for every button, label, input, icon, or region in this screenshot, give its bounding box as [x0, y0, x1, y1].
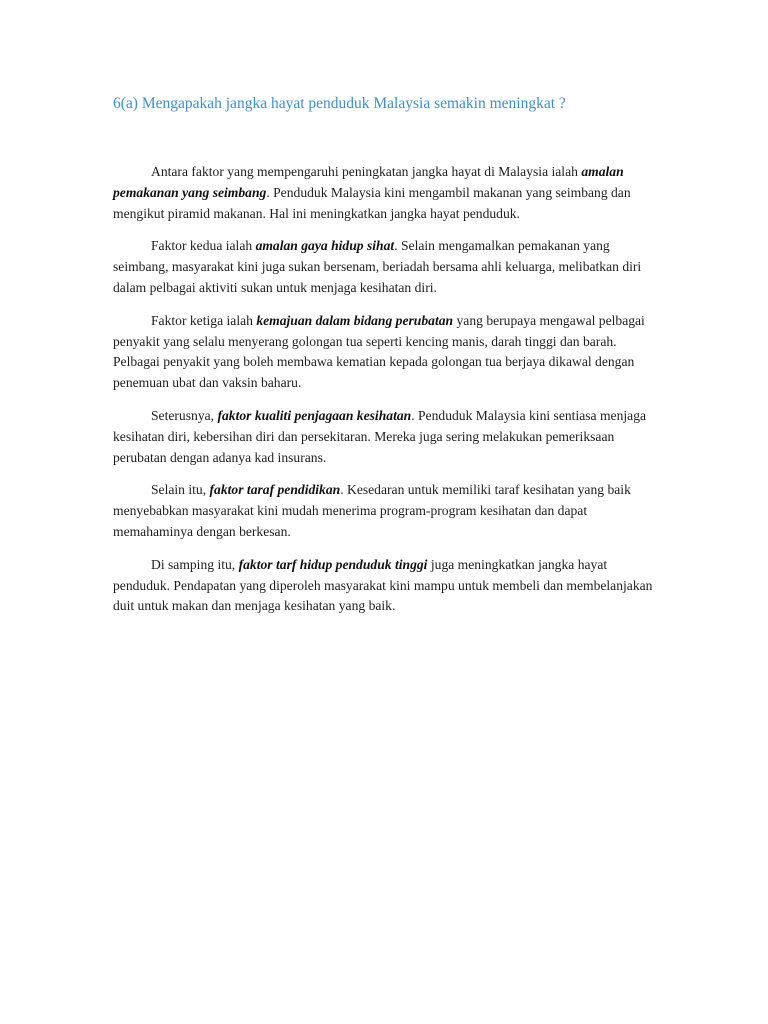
key-point: faktor kualiti penjagaan kesihatan: [217, 407, 412, 423]
paragraph-text: Antara faktor yang mempengaruhi peningkatan jangka hayat di Malaysia ialah: [151, 164, 582, 179]
answer-body: [113, 162, 661, 629]
paragraph-4: [113, 406, 661, 468]
paragraph-text: Seterusnya,: [151, 407, 218, 423]
paragraph-text: . Penduduk Malaysia kini mengambil makanan yang seimbang dan mengikut piramid makanan. Hal ini meningkatkan jangka hayat penduduk.: [113, 184, 631, 221]
paragraph-text: . Selain mengamalkan pemakanan yang seimbang, masyarakat kini juga sukan bersenam, beriadah bersama ahli keluarga, melibatkan diri dalam pelbagai aktiviti sukan untuk menjaga kesihatan diri.: [113, 238, 642, 295]
paragraph-text: Faktor ketiga ialah: [151, 312, 257, 328]
paragraph-3: [113, 311, 661, 394]
paragraph-2: [113, 236, 661, 298]
paragraph-text: Selain itu,: [151, 482, 210, 498]
key-point: amalan pemakanan yang seimbang: [113, 164, 624, 200]
paragraph-1: [113, 162, 661, 224]
key-point: faktor taraf pendidikan: [209, 482, 341, 498]
question-heading: 6(a) Mengapakah jangka hayat penduduk Malaysia semakin meningkat ?: [113, 95, 566, 112]
paragraph-text: juga meningkatkan jangka hayat penduduk. Pendapatan yang diperoleh masyarakat kini mampu untuk membeli dan membelanjakan duit untuk makan dan menjaga kesihatan yang baik.: [113, 556, 653, 614]
paragraph-text: . Kesedaran untuk memiliki taraf kesihatan yang baik menyebabkan masyarakat kini mudah menerima program-program kesihatan dan dapat memahaminya dengan berkesan.: [113, 482, 631, 539]
paragraph-text: Faktor kedua ialah: [151, 238, 256, 254]
paragraph-text: . Penduduk Malaysia kini sentiasa menjaga kesihatan diri, kebersihan diri dan persekitaran. Mereka juga sering melakukan pemeriksaan perubatan dengan adanya kad insurans.: [113, 407, 647, 465]
paragraph-6: [113, 555, 661, 617]
key-point: kemajuan dalam bidang perubatan: [256, 312, 454, 328]
key-point: faktor tarf hidup penduduk tinggi: [238, 556, 428, 572]
key-point: amalan gaya hidup sihat: [255, 238, 395, 254]
paragraph-text: Di samping itu,: [151, 556, 239, 572]
paragraph-5: [113, 480, 661, 542]
paragraph-text: yang berupaya mengawal pelbagai penyakit yang selalu menyerang golongan tua seperti kencing manis, darah tinggi dan barah. Pelbagai penyakit yang boleh membawa kematian kepada golongan tua berjaya dikawal dengan penemuan ubat dan vaksin baharu.: [113, 312, 645, 391]
